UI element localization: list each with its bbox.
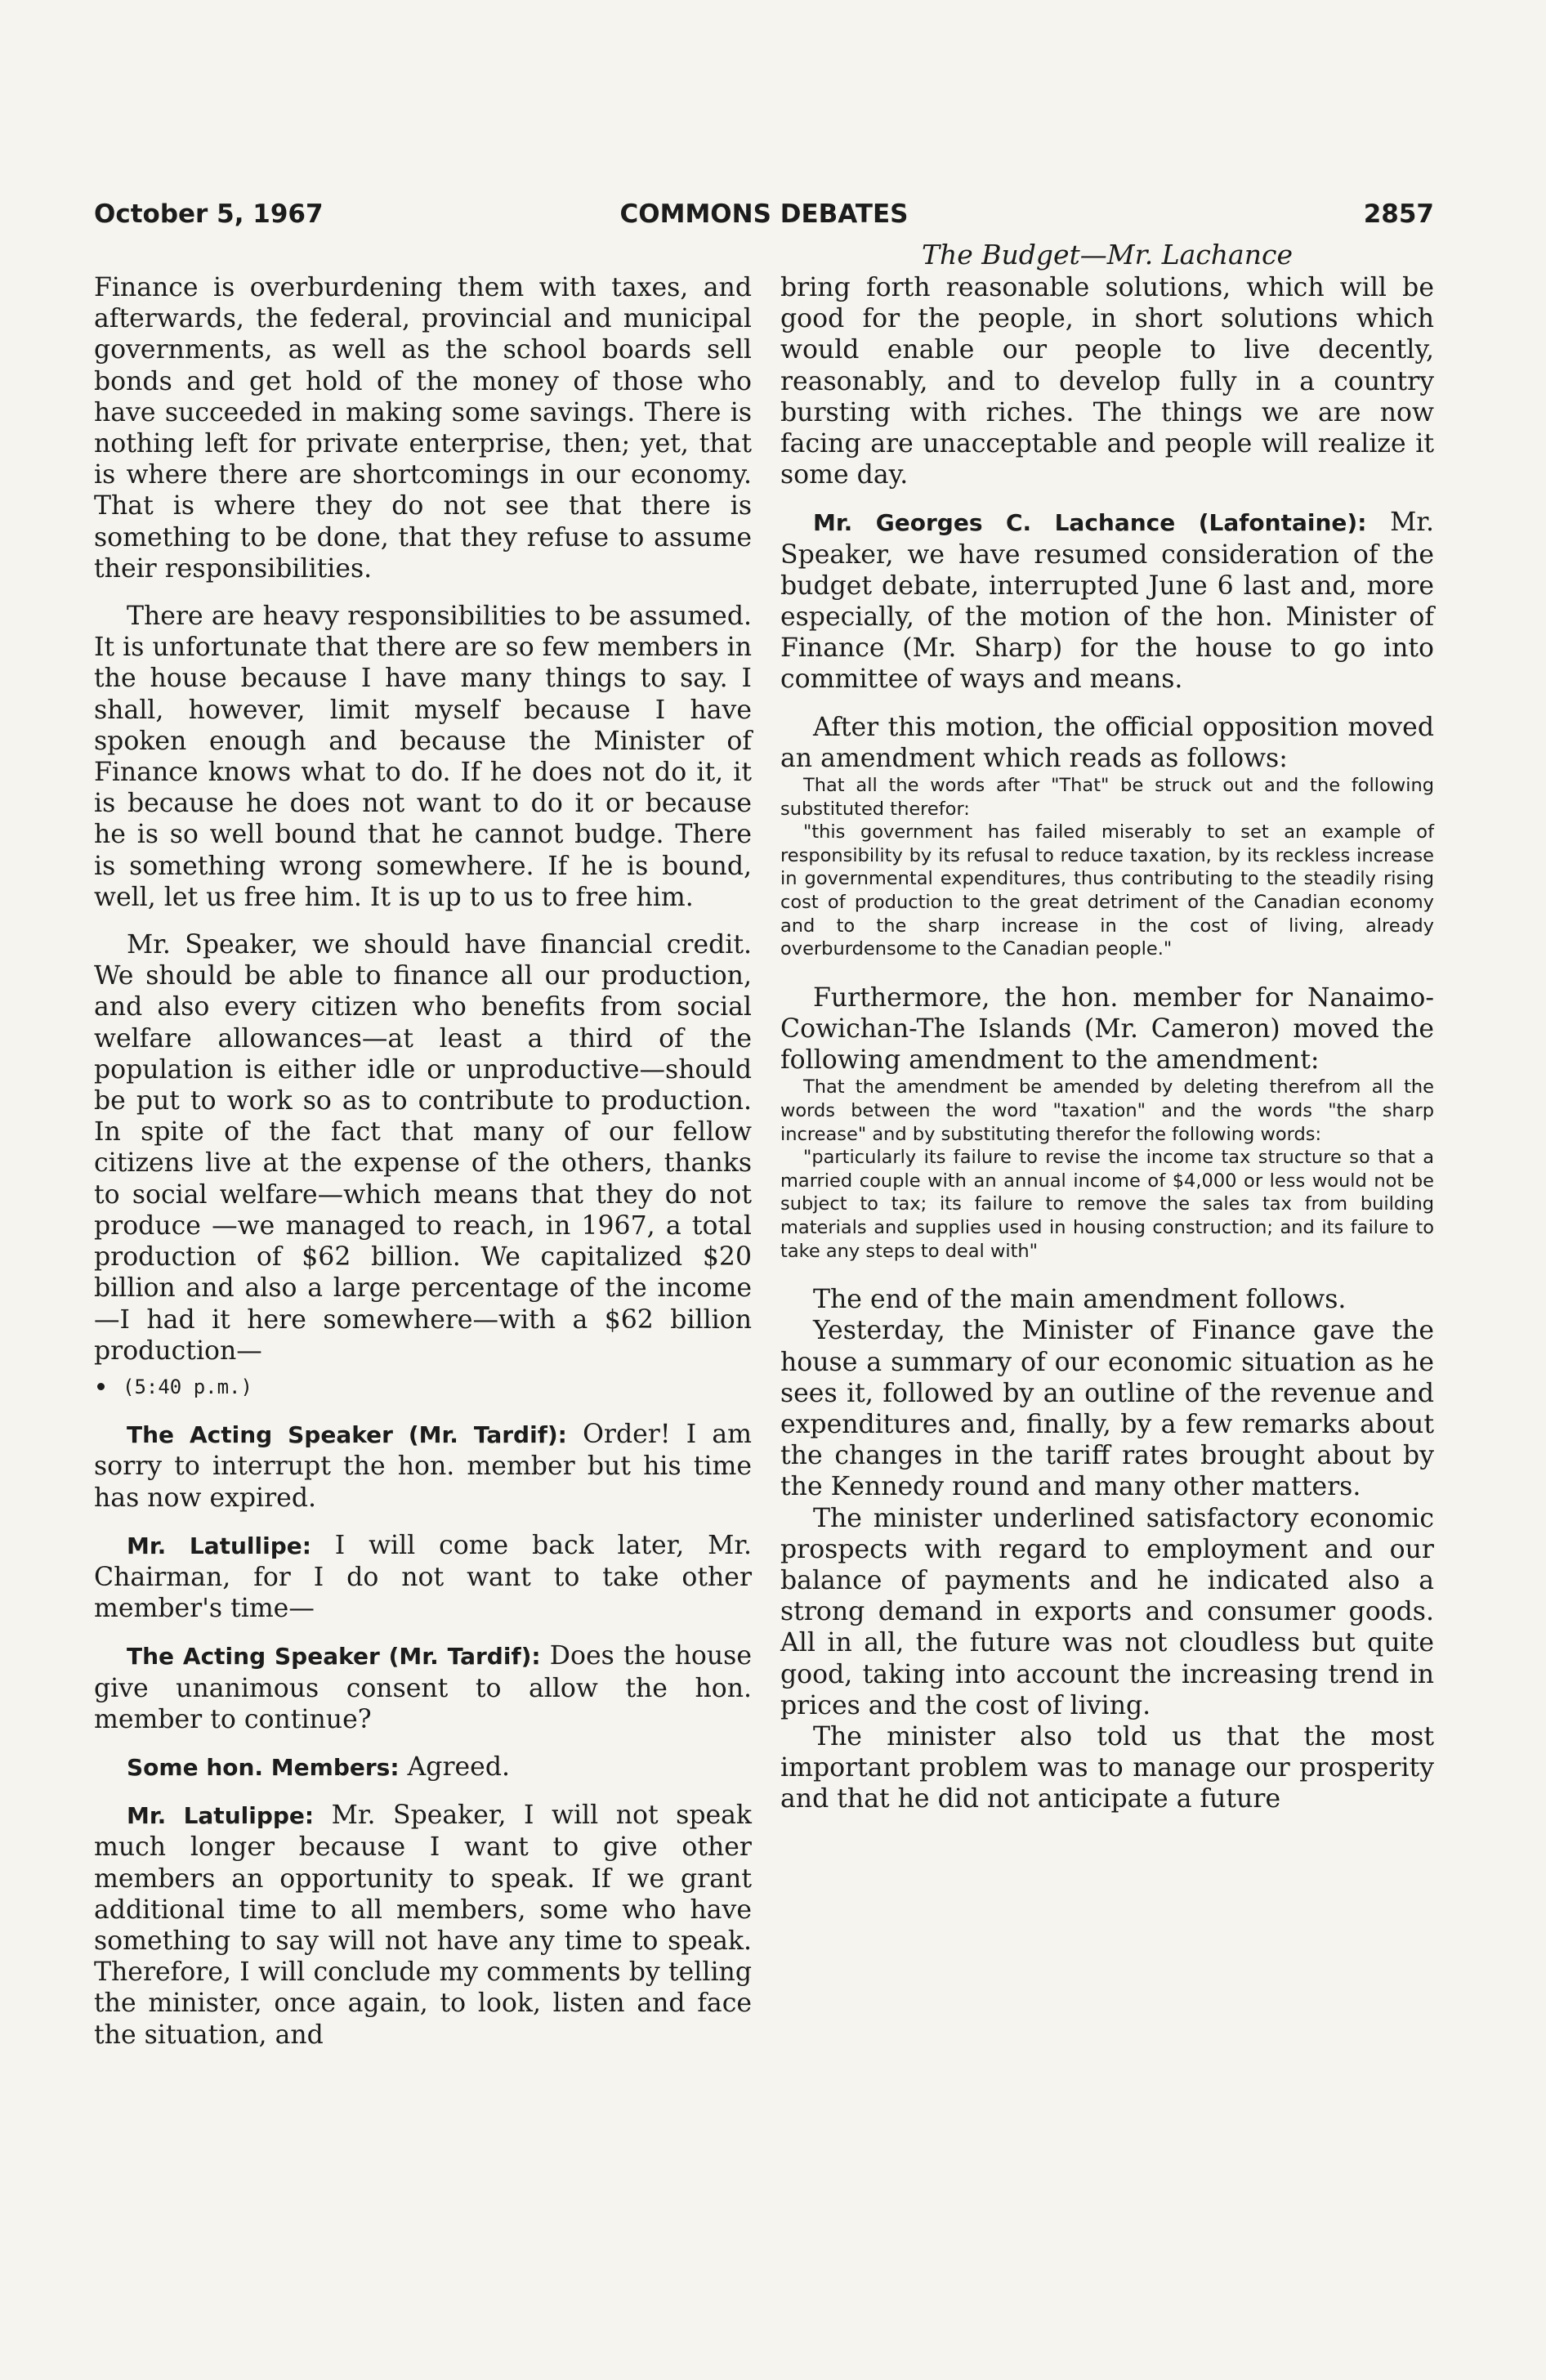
paragraph: Finance is overburdening them with taxes, and afterwards, the federal, provincial and municipal governments, as well as the school boards sell bonds and get hold of the money of those who have succeeded in making some savings. There is nothing left for private enterprise, then; yet, that is where there are shortcomings in our economy. That is where they do not see that there is something to be done, that they refuse to assume their responsibilities. [94, 273, 752, 584]
paragraph: There are heavy responsibilities to be assumed. It is unfortunate that there are so few members in the house because I have many things to say. I shall, however, limit myself because I have spoken enough and because the Minister of Finance knows what to do. If he does not do it, it is because he does not want to do it or because he is so well bound that he cannot budge. There is something wrong somewhere. If he is bound, well, let us free him. It is up to us to free him. [94, 602, 752, 912]
speaker-name: Some hon. Members: [127, 1753, 400, 1781]
right-column [780, 272, 1434, 1815]
speech-text: Does the house give unanimous consent to allow the hon. member to continue? [94, 1641, 752, 1734]
paragraph: Yesterday, the Minister of Finance gave the house a summary of our economic situation as he sees it, followed by an outline of the revenue and expenditures and, finally, by a few remarks about the changes in the tariff rates brought about by the Kennedy round and many other matters. [780, 1316, 1434, 1502]
paragraph: After this motion, the official opposition moved an amendment which reads as follows: [780, 712, 1434, 773]
time-marker-text: (5:40 p.m.) [123, 1375, 252, 1398]
paragraph: The minister underlined satisfactory economic prospects with regard to employment and our balance of payments and he indicated also a strong demand in exports and consumer goods. All in all, the future was not cloudless but quite good, taking into account the increasing trend in prices and the cost of living. [780, 1503, 1434, 1720]
running-head: The Budget—Mr. Lachance [921, 239, 1293, 271]
speech [780, 507, 1434, 695]
page-number: 2857 [1363, 199, 1434, 229]
header-title: COMMONS DEBATES [619, 199, 909, 229]
speech-text: I will come back later, Mr. Chairman, for I do not want to take other member's time— [94, 1530, 752, 1624]
quoted-subamendment [780, 1076, 1434, 1263]
paragraph: The minister also told us that the most important problem was to manage our prosperity and that he did not anticipate a future [780, 1722, 1434, 1814]
bullet-icon [97, 1383, 105, 1390]
speech-text: Mr. Speaker, we have resumed consideration of the budget debate, interrupted June 6 last and, more especially, of the motion of the hon. Minister of Finance (Mr. Sharp) for the house to go into committee of ways and means. [780, 508, 1434, 695]
header-date: October 5, 1967 [94, 199, 324, 229]
left-column [94, 272, 752, 2067]
speaker-name: The Acting Speaker (Mr. Tardif): [127, 1421, 567, 1449]
speech [94, 1800, 752, 2051]
paragraph: bring forth reasonable solutions, which will be good for the people, in short solutions which would enable our people to live decently, reasonably, and to develop fully in a country bursting with riches. The things we are now facing are unacceptable and people will realize it some day. [780, 273, 1434, 490]
quote-paragraph: That the amendment be amended by deleting therefrom all the words between the word "taxation" and the words "the sharp increase" and by substituting therefor the following words: [780, 1076, 1434, 1145]
speaker-name: Mr. Latulippe: [127, 1802, 315, 1830]
time-marker [94, 1371, 752, 1402]
speech [94, 1530, 752, 1625]
paragraph: Mr. Speaker, we should have financial credit. We should be able to finance all our production, and also every citizen who benefits from social welfare allowances—at least a third of the population is either idle or unproductive—should be put to work so as to contribute to production. In spite of the fact that many of our fellow citizens live at the expense of the others, thanks to social welfare—which means that they do not produce —we managed to reach, in 1967, a total production of $62 billion. We capitalized $20 billion and also a large percentage of the income—I had it here somewhere—with a $62 billion production— [94, 930, 752, 1366]
paragraph: Furthermore, the hon. member for Nanaimo-Cowichan-The Islands (Mr. Cameron) moved the following amendment to the amendment: [780, 982, 1434, 1076]
speech [94, 1640, 752, 1735]
speaker-name: Mr. Georges C. Lachance (Lafontaine): [813, 509, 1367, 537]
paragraph: The end of the main amendment follows. [813, 1285, 1347, 1315]
speech-text: Agreed. [399, 1751, 510, 1782]
page-header [94, 199, 1434, 237]
speech [94, 1419, 752, 1514]
quoted-amendment [780, 774, 1434, 961]
speech-text: Order! I am sorry to interrupt the hon. member but his time has now expired. [94, 1420, 752, 1513]
quote-paragraph: That all the words after "That" be struck out and the following substituted therefor: [780, 775, 1434, 820]
speech-text: Mr. Speaker, I will not speak much longer because I want to give other members an opportunity to speak. If we grant additional time to all members, some who have something to say will not have any time to speak. Therefore, I will conclude my comments by telling the minister, once again, to look, listen and face the situation, and [94, 1801, 753, 2050]
speech [94, 1751, 752, 1783]
quote-paragraph: "this government has failed miserably to set an example of responsibility by its refusal to reduce taxation, by its reckless increase in governmental expenditures, thus contributing to the steadily rising cost of production to the great detriment of the Canadian economy and to the sharp increase in the cost of living, already overburdensome to the Canadian people." [780, 821, 1434, 960]
speaker-name: The Acting Speaker (Mr. Tardif): [127, 1643, 541, 1671]
speaker-name: Mr. Latullipe: [127, 1532, 311, 1559]
quote-paragraph: "particularly its failure to revise the income tax structure so that a married couple with an annual income of $4,000 or less would not be subject to tax; its failure to remove the sales tax from building materials and supplies used in housing construction; and its failure to take any steps to deal with" [780, 1147, 1434, 1262]
